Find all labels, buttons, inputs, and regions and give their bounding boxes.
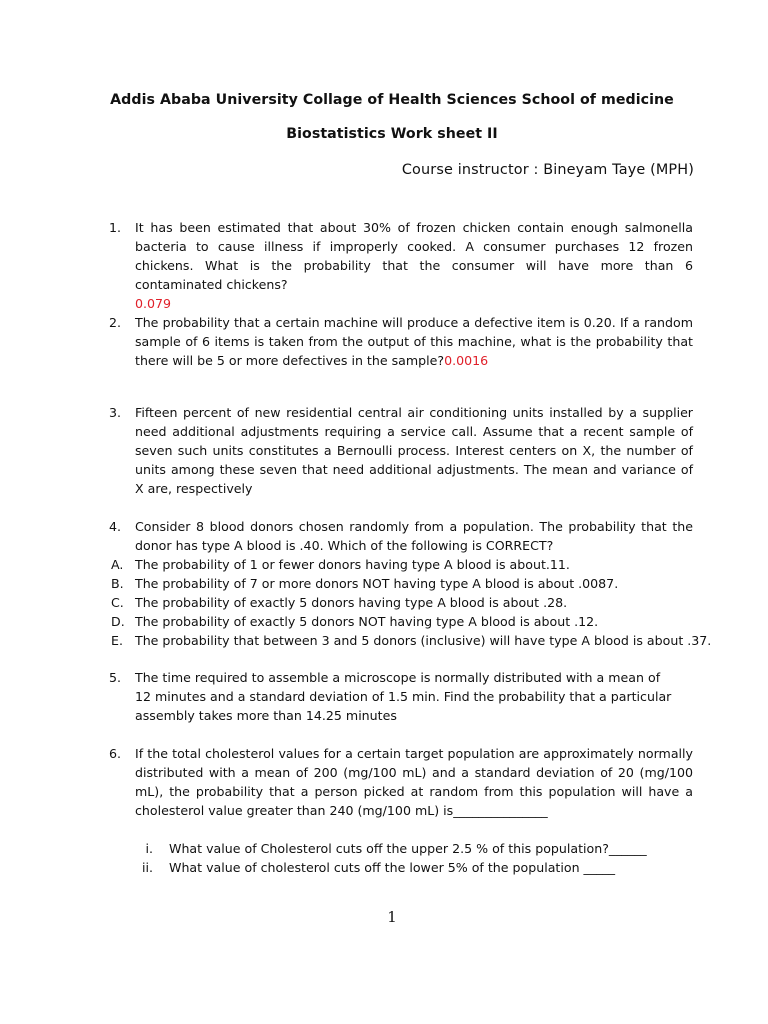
option-letter: E. xyxy=(111,633,123,648)
course-instructor: Course instructor : Bineyam Taye (MPH) xyxy=(401,162,694,178)
question-number: 5. xyxy=(109,670,122,685)
question-3 xyxy=(109,403,693,498)
question-number: 1. xyxy=(109,220,122,235)
question-1 xyxy=(109,218,693,313)
option-d xyxy=(111,612,705,631)
option-c xyxy=(111,593,705,612)
question-text: If the total cholesterol values for a certain target population are approximately normally distributed with a mean of 200 (mg/100 mL) and a standard deviation of 20 (mg/100 mL), the probability that a person picked at random from this population will have a cholesterol value greater than 240 (mg/100 mL) is_______________ xyxy=(135,746,693,818)
answer-text: 0.0016 xyxy=(444,353,489,368)
question-number: 3. xyxy=(109,405,122,420)
question-number: 2. xyxy=(109,315,122,330)
question-text: The probability that a certain machine will produce a defective item is 0.20. If a random sample of 6 items is taken from the output of this machine, what is the probability that there will be 5 or more defectives in the sample? xyxy=(135,315,693,368)
subquestion-text: What value of Cholesterol cuts off the upper 2.5 % of this population?______ xyxy=(169,841,647,856)
subquestion-label: ii. xyxy=(141,860,153,875)
subquestion-label: i. xyxy=(145,841,153,856)
option-text: The probability of 1 or fewer donors having type A blood is about.11. xyxy=(135,557,570,572)
option-letter: D. xyxy=(111,614,125,629)
option-text: The probability of 7 or more donors NOT having type A blood is about .0087. xyxy=(135,576,619,591)
institution-heading: Addis Ababa University Collage of Health Sciences School of medicine xyxy=(110,92,674,108)
option-b xyxy=(111,574,705,593)
question-text: It has been estimated that about 30% of frozen chicken contain enough salmonella bacteria to cause illness if improperly cooked. A consumer purchases 12 frozen chickens. What is the probability that the consumer will have more than 6 contaminated chickens? xyxy=(135,220,693,292)
answer-text: 0.079 xyxy=(135,296,172,311)
question-text: Fifteen percent of new residential central air conditioning units installed by a supplier need additional adjustments requiring a service call. Assume that a recent sample of seven such units constitutes a Bernoulli process. Interest centers on X, the number of units among these seven that need additional adjustments. The mean and variance of X are, respectively xyxy=(135,405,693,496)
question-5 xyxy=(109,668,675,725)
option-text: The probability of exactly 5 donors NOT having type A blood is about .12. xyxy=(135,614,599,629)
question-2 xyxy=(109,313,693,370)
option-text: The probability that between 3 and 5 donors (inclusive) will have type A blood is about .37. xyxy=(135,633,712,648)
option-a xyxy=(111,555,705,574)
subquestion-text: What value of cholesterol cuts off the lower 5% of the population _____ xyxy=(169,860,616,875)
subquestion-i xyxy=(145,839,647,858)
page-number: 1 xyxy=(387,908,397,926)
question-text: Consider 8 blood donors chosen randomly from a population. The probability that the donor has type A blood is .40. Which of the following is CORRECT? xyxy=(135,519,693,553)
option-letter: A. xyxy=(111,557,124,572)
question-number: 6. xyxy=(109,746,122,761)
worksheet-title: Biostatistics Work sheet II xyxy=(286,126,498,142)
subquestion-ii xyxy=(141,858,616,877)
option-e xyxy=(111,631,712,650)
question-6 xyxy=(109,744,693,820)
option-letter: C. xyxy=(111,595,124,610)
option-letter: B. xyxy=(111,576,124,591)
option-text: The probability of exactly 5 donors having type A blood is about .28. xyxy=(135,595,568,610)
question-4 xyxy=(109,517,693,555)
question-text: The time required to assemble a microscope is normally distributed with a mean of 12 minutes and a standard deviation of 1.5 min. Find the probability that a particular assembly takes more than 14.25 minutes xyxy=(135,670,672,723)
question-number: 4. xyxy=(109,519,122,534)
